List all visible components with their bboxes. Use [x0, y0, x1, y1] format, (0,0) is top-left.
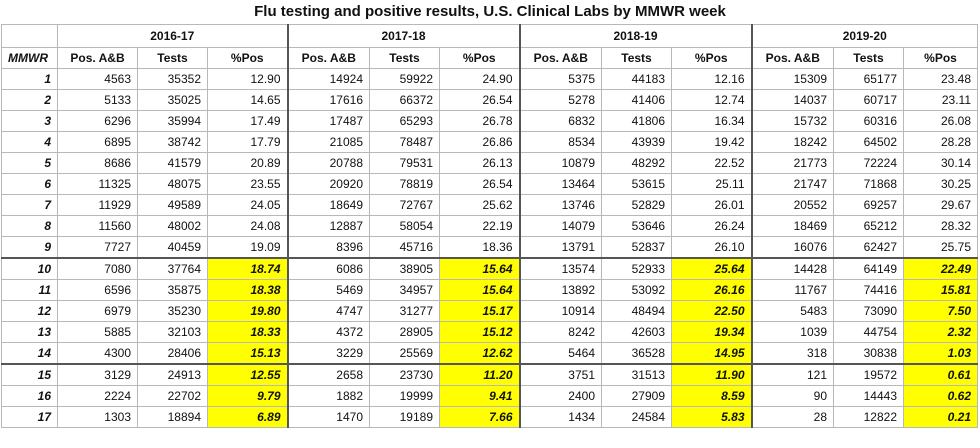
pos-ab-cell[interactable]: 14037: [752, 90, 834, 111]
pos-ab-cell[interactable]: 13574: [520, 258, 602, 280]
mmwr-week-cell[interactable]: 5: [2, 153, 58, 174]
pos-ab-cell[interactable]: 5375: [520, 69, 602, 90]
pct-pos-cell[interactable]: 20.89: [208, 153, 288, 174]
pos-ab-cell[interactable]: 7080: [58, 258, 138, 280]
pct-pos-cell[interactable]: 15.13: [208, 343, 288, 365]
pct-pos-cell[interactable]: 0.21: [904, 407, 978, 428]
pos-ab-cell[interactable]: 2658: [288, 364, 370, 386]
pct-pos-cell[interactable]: 14.95: [672, 343, 752, 365]
pos-ab-cell[interactable]: 5483: [752, 301, 834, 322]
pos-ab-cell[interactable]: 21747: [752, 174, 834, 195]
pct-pos-cell[interactable]: 9.79: [208, 386, 288, 407]
pos-ab-cell[interactable]: 4372: [288, 322, 370, 343]
pct-pos-cell[interactable]: 26.08: [904, 111, 978, 132]
pos-ab-cell[interactable]: 2224: [58, 386, 138, 407]
pos-ab-cell[interactable]: 20552: [752, 195, 834, 216]
pos-ab-cell[interactable]: 17487: [288, 111, 370, 132]
pct-pos-cell[interactable]: 24.90: [440, 69, 520, 90]
pct-pos-cell[interactable]: 14.65: [208, 90, 288, 111]
pct-pos-cell[interactable]: 25.64: [672, 258, 752, 280]
pos-ab-cell[interactable]: 11325: [58, 174, 138, 195]
tests-cell[interactable]: 19189: [370, 407, 440, 428]
tests-cell[interactable]: 36528: [602, 343, 672, 365]
pct-pos-cell[interactable]: 0.61: [904, 364, 978, 386]
column-header[interactable]: Pos. A&B: [58, 48, 138, 69]
mmwr-week-cell[interactable]: 16: [2, 386, 58, 407]
pos-ab-cell[interactable]: 8396: [288, 237, 370, 259]
table-row: [2, 386, 978, 407]
tests-cell[interactable]: 22702: [138, 386, 208, 407]
pos-ab-cell[interactable]: 20788: [288, 153, 370, 174]
pct-pos-cell[interactable]: 17.49: [208, 111, 288, 132]
column-header[interactable]: Tests: [370, 48, 440, 69]
pct-pos-cell[interactable]: 12.55: [208, 364, 288, 386]
column-header[interactable]: Tests: [602, 48, 672, 69]
tests-cell[interactable]: 65293: [370, 111, 440, 132]
season-header[interactable]: 2016-17: [58, 25, 288, 48]
pct-pos-cell[interactable]: 11.90: [672, 364, 752, 386]
tests-cell[interactable]: 32103: [138, 322, 208, 343]
pos-ab-cell[interactable]: 28: [752, 407, 834, 428]
pct-pos-cell[interactable]: 26.86: [440, 132, 520, 153]
pct-pos-cell[interactable]: 5.83: [672, 407, 752, 428]
tests-cell[interactable]: 31277: [370, 301, 440, 322]
pos-ab-cell[interactable]: 11767: [752, 280, 834, 301]
pct-pos-cell[interactable]: 12.74: [672, 90, 752, 111]
tests-cell[interactable]: 64502: [834, 132, 904, 153]
pos-ab-cell[interactable]: 14924: [288, 69, 370, 90]
tests-cell[interactable]: 24584: [602, 407, 672, 428]
pct-pos-cell[interactable]: 11.20: [440, 364, 520, 386]
pct-pos-cell[interactable]: 22.52: [672, 153, 752, 174]
table-row: [2, 174, 978, 195]
pct-pos-cell[interactable]: 18.38: [208, 280, 288, 301]
tests-cell[interactable]: 35352: [138, 69, 208, 90]
pct-pos-cell[interactable]: 19.34: [672, 322, 752, 343]
pct-pos-cell[interactable]: 1.03: [904, 343, 978, 365]
pos-ab-cell[interactable]: 13892: [520, 280, 602, 301]
pos-ab-cell[interactable]: 8242: [520, 322, 602, 343]
pos-ab-cell[interactable]: 1434: [520, 407, 602, 428]
season-header-row: [2, 25, 978, 48]
mmwr-week-cell[interactable]: 1: [2, 69, 58, 90]
flu-testing-table: [1, 24, 978, 428]
tests-cell[interactable]: 48075: [138, 174, 208, 195]
pct-pos-cell[interactable]: 18.33: [208, 322, 288, 343]
tests-cell[interactable]: 64149: [834, 258, 904, 280]
pct-pos-cell[interactable]: 18.36: [440, 237, 520, 259]
tests-cell[interactable]: 52933: [602, 258, 672, 280]
table-title: Flu testing and positive results, U.S. Clinical Labs by MMWR week: [254, 3, 726, 20]
mmwr-week-cell[interactable]: 3: [2, 111, 58, 132]
pct-pos-cell[interactable]: 9.41: [440, 386, 520, 407]
corner-cell: [2, 25, 58, 48]
pct-pos-cell[interactable]: 12.90: [208, 69, 288, 90]
pct-pos-cell[interactable]: 23.55: [208, 174, 288, 195]
pct-pos-cell[interactable]: 15.81: [904, 280, 978, 301]
pct-pos-cell[interactable]: 7.50: [904, 301, 978, 322]
pct-pos-cell[interactable]: 22.50: [672, 301, 752, 322]
tests-cell[interactable]: 24913: [138, 364, 208, 386]
pct-pos-cell[interactable]: 8.59: [672, 386, 752, 407]
column-header[interactable]: Pos. A&B: [520, 48, 602, 69]
tests-cell[interactable]: 65177: [834, 69, 904, 90]
table-row: [2, 195, 978, 216]
pos-ab-cell[interactable]: 2400: [520, 386, 602, 407]
pct-pos-cell[interactable]: 30.14: [904, 153, 978, 174]
mmwr-week-cell[interactable]: 11: [2, 280, 58, 301]
pos-ab-cell[interactable]: 14079: [520, 216, 602, 237]
column-header[interactable]: %Pos: [208, 48, 288, 69]
pct-pos-cell[interactable]: 25.11: [672, 174, 752, 195]
tests-cell[interactable]: 38905: [370, 258, 440, 280]
tests-cell[interactable]: 35875: [138, 280, 208, 301]
mmwr-week-cell[interactable]: 10: [2, 258, 58, 280]
pos-ab-cell[interactable]: 16076: [752, 237, 834, 259]
tests-cell[interactable]: 34957: [370, 280, 440, 301]
tests-cell[interactable]: 40459: [138, 237, 208, 259]
column-header[interactable]: Tests: [834, 48, 904, 69]
pos-ab-cell[interactable]: 18469: [752, 216, 834, 237]
pct-pos-cell[interactable]: 23.48: [904, 69, 978, 90]
pct-pos-cell[interactable]: 26.10: [672, 237, 752, 259]
mmwr-week-cell[interactable]: 12: [2, 301, 58, 322]
tests-cell[interactable]: 35994: [138, 111, 208, 132]
column-header-row: [2, 48, 978, 69]
table-row: [2, 153, 978, 174]
pos-ab-cell[interactable]: 3229: [288, 343, 370, 365]
pos-ab-cell[interactable]: 6979: [58, 301, 138, 322]
tests-cell[interactable]: 48494: [602, 301, 672, 322]
table-row: [2, 111, 978, 132]
mmwr-week-cell[interactable]: 2: [2, 90, 58, 111]
table-row: [2, 364, 978, 386]
tests-cell[interactable]: 44183: [602, 69, 672, 90]
pos-ab-cell[interactable]: 8534: [520, 132, 602, 153]
column-header[interactable]: %Pos: [904, 48, 978, 69]
table-row: [2, 280, 978, 301]
tests-cell[interactable]: 72767: [370, 195, 440, 216]
tests-cell[interactable]: 72224: [834, 153, 904, 174]
pos-ab-cell[interactable]: 90: [752, 386, 834, 407]
tests-cell[interactable]: 18894: [138, 407, 208, 428]
pct-pos-cell[interactable]: 22.49: [904, 258, 978, 280]
tests-cell[interactable]: 65212: [834, 216, 904, 237]
pct-pos-cell[interactable]: 28.32: [904, 216, 978, 237]
pos-ab-cell[interactable]: 13464: [520, 174, 602, 195]
tests-cell[interactable]: 41579: [138, 153, 208, 174]
pct-pos-cell[interactable]: 15.64: [440, 280, 520, 301]
pct-pos-cell[interactable]: 12.16: [672, 69, 752, 90]
tests-cell[interactable]: 30838: [834, 343, 904, 365]
tests-cell[interactable]: 69257: [834, 195, 904, 216]
pct-pos-cell[interactable]: 24.05: [208, 195, 288, 216]
table-row: [2, 69, 978, 90]
pos-ab-cell[interactable]: 4747: [288, 301, 370, 322]
pos-ab-cell[interactable]: 5133: [58, 90, 138, 111]
tests-cell[interactable]: 52829: [602, 195, 672, 216]
pos-ab-cell[interactable]: 3129: [58, 364, 138, 386]
pos-ab-cell[interactable]: 1882: [288, 386, 370, 407]
tests-cell[interactable]: 53092: [602, 280, 672, 301]
pct-pos-cell[interactable]: 26.54: [440, 174, 520, 195]
column-header[interactable]: %Pos: [672, 48, 752, 69]
pct-pos-cell[interactable]: 24.08: [208, 216, 288, 237]
pct-pos-cell[interactable]: 30.25: [904, 174, 978, 195]
pct-pos-cell[interactable]: 28.28: [904, 132, 978, 153]
tests-cell[interactable]: 28406: [138, 343, 208, 365]
pos-ab-cell[interactable]: 6596: [58, 280, 138, 301]
tests-cell[interactable]: 12822: [834, 407, 904, 428]
tests-cell[interactable]: 14443: [834, 386, 904, 407]
tests-cell[interactable]: 71868: [834, 174, 904, 195]
tests-cell[interactable]: 41406: [602, 90, 672, 111]
pct-pos-cell[interactable]: 22.19: [440, 216, 520, 237]
tests-cell[interactable]: 38742: [138, 132, 208, 153]
mmwr-week-cell[interactable]: 8: [2, 216, 58, 237]
season-header[interactable]: 2018-19: [520, 25, 752, 48]
table-row: [2, 343, 978, 365]
pct-pos-cell[interactable]: 26.78: [440, 111, 520, 132]
pct-pos-cell[interactable]: 16.34: [672, 111, 752, 132]
pos-ab-cell[interactable]: 6296: [58, 111, 138, 132]
pct-pos-cell[interactable]: 26.24: [672, 216, 752, 237]
tests-cell[interactable]: 48292: [602, 153, 672, 174]
pos-ab-cell[interactable]: 318: [752, 343, 834, 365]
table-row: [2, 322, 978, 343]
pos-ab-cell[interactable]: 15732: [752, 111, 834, 132]
season-header[interactable]: 2019-20: [752, 25, 978, 48]
pos-ab-cell[interactable]: 6895: [58, 132, 138, 153]
tests-cell[interactable]: 48002: [138, 216, 208, 237]
tests-cell[interactable]: 19999: [370, 386, 440, 407]
tests-cell[interactable]: 27909: [602, 386, 672, 407]
pct-pos-cell[interactable]: 17.79: [208, 132, 288, 153]
pos-ab-cell[interactable]: 11560: [58, 216, 138, 237]
tests-cell[interactable]: 25569: [370, 343, 440, 365]
tests-cell[interactable]: 53615: [602, 174, 672, 195]
tests-cell[interactable]: 35230: [138, 301, 208, 322]
pos-ab-cell[interactable]: 10879: [520, 153, 602, 174]
tests-cell[interactable]: 59922: [370, 69, 440, 90]
pos-ab-cell[interactable]: 18649: [288, 195, 370, 216]
tests-cell[interactable]: 37764: [138, 258, 208, 280]
pos-ab-cell[interactable]: 15309: [752, 69, 834, 90]
pct-pos-cell[interactable]: 26.54: [440, 90, 520, 111]
pct-pos-cell[interactable]: 2.32: [904, 322, 978, 343]
tests-cell[interactable]: 78487: [370, 132, 440, 153]
pos-ab-cell[interactable]: 1303: [58, 407, 138, 428]
pos-ab-cell[interactable]: 20920: [288, 174, 370, 195]
tests-cell[interactable]: 23730: [370, 364, 440, 386]
pct-pos-cell[interactable]: 29.67: [904, 195, 978, 216]
mmwr-week-cell[interactable]: 14: [2, 343, 58, 365]
pos-ab-cell[interactable]: 5469: [288, 280, 370, 301]
table-row: [2, 132, 978, 153]
table-row: [2, 216, 978, 237]
table-row: [2, 237, 978, 259]
pct-pos-cell[interactable]: 6.89: [208, 407, 288, 428]
tests-cell[interactable]: 28905: [370, 322, 440, 343]
mmwr-column-header[interactable]: MMWR: [2, 48, 58, 69]
table-row: [2, 258, 978, 280]
pct-pos-cell[interactable]: 0.62: [904, 386, 978, 407]
pct-pos-cell[interactable]: 15.17: [440, 301, 520, 322]
pct-pos-cell[interactable]: 15.12: [440, 322, 520, 343]
pos-ab-cell[interactable]: 1470: [288, 407, 370, 428]
tests-cell[interactable]: 60717: [834, 90, 904, 111]
pct-pos-cell[interactable]: 26.01: [672, 195, 752, 216]
pct-pos-cell[interactable]: 19.80: [208, 301, 288, 322]
column-header[interactable]: Pos. A&B: [288, 48, 370, 69]
tests-cell[interactable]: 45716: [370, 237, 440, 259]
season-header[interactable]: 2017-18: [288, 25, 520, 48]
pos-ab-cell[interactable]: 13746: [520, 195, 602, 216]
pos-ab-cell[interactable]: 14428: [752, 258, 834, 280]
pct-pos-cell[interactable]: 26.13: [440, 153, 520, 174]
tests-cell[interactable]: 41806: [602, 111, 672, 132]
mmwr-week-cell[interactable]: 13: [2, 322, 58, 343]
pos-ab-cell[interactable]: 13791: [520, 237, 602, 259]
column-header[interactable]: %Pos: [440, 48, 520, 69]
column-header[interactable]: Tests: [138, 48, 208, 69]
pos-ab-cell[interactable]: 4563: [58, 69, 138, 90]
pos-ab-cell[interactable]: 10914: [520, 301, 602, 322]
pos-ab-cell[interactable]: 11929: [58, 195, 138, 216]
pos-ab-cell[interactable]: 5278: [520, 90, 602, 111]
tests-cell[interactable]: 42603: [602, 322, 672, 343]
pos-ab-cell[interactable]: 6086: [288, 258, 370, 280]
pct-pos-cell[interactable]: 25.75: [904, 237, 978, 259]
pos-ab-cell[interactable]: 8686: [58, 153, 138, 174]
tests-cell[interactable]: 31513: [602, 364, 672, 386]
tests-cell[interactable]: 58054: [370, 216, 440, 237]
pct-pos-cell[interactable]: 12.62: [440, 343, 520, 365]
pos-ab-cell[interactable]: 18242: [752, 132, 834, 153]
tests-cell[interactable]: 60316: [834, 111, 904, 132]
tests-cell[interactable]: 35025: [138, 90, 208, 111]
tests-cell[interactable]: 66372: [370, 90, 440, 111]
table-row: [2, 301, 978, 322]
pct-pos-cell[interactable]: 25.62: [440, 195, 520, 216]
pos-ab-cell[interactable]: 121: [752, 364, 834, 386]
pos-ab-cell[interactable]: 6832: [520, 111, 602, 132]
pos-ab-cell[interactable]: 7727: [58, 237, 138, 259]
tests-cell[interactable]: 53646: [602, 216, 672, 237]
table-row: [2, 90, 978, 111]
tests-cell[interactable]: 52837: [602, 237, 672, 259]
tests-cell[interactable]: 79531: [370, 153, 440, 174]
pos-ab-cell[interactable]: 12887: [288, 216, 370, 237]
pos-ab-cell[interactable]: 3751: [520, 364, 602, 386]
pct-pos-cell[interactable]: 15.64: [440, 258, 520, 280]
pct-pos-cell[interactable]: 19.42: [672, 132, 752, 153]
pos-ab-cell[interactable]: 1039: [752, 322, 834, 343]
tests-cell[interactable]: 49589: [138, 195, 208, 216]
tests-cell[interactable]: 62427: [834, 237, 904, 259]
mmwr-week-cell[interactable]: 15: [2, 364, 58, 386]
tests-cell[interactable]: 44754: [834, 322, 904, 343]
tests-cell[interactable]: 78819: [370, 174, 440, 195]
tests-cell[interactable]: 74416: [834, 280, 904, 301]
pct-pos-cell[interactable]: 23.11: [904, 90, 978, 111]
pct-pos-cell[interactable]: 18.74: [208, 258, 288, 280]
pct-pos-cell[interactable]: 19.09: [208, 237, 288, 259]
pos-ab-cell[interactable]: 5885: [58, 322, 138, 343]
tests-cell[interactable]: 73090: [834, 301, 904, 322]
mmwr-week-cell[interactable]: 9: [2, 237, 58, 259]
pct-pos-cell[interactable]: 7.66: [440, 407, 520, 428]
pos-ab-cell[interactable]: 17616: [288, 90, 370, 111]
mmwr-week-cell[interactable]: 17: [2, 407, 58, 428]
tests-cell[interactable]: 43939: [602, 132, 672, 153]
pos-ab-cell[interactable]: 21773: [752, 153, 834, 174]
mmwr-week-cell[interactable]: 6: [2, 174, 58, 195]
pos-ab-cell[interactable]: 5464: [520, 343, 602, 365]
pct-pos-cell[interactable]: 26.16: [672, 280, 752, 301]
pos-ab-cell[interactable]: 21085: [288, 132, 370, 153]
tests-cell[interactable]: 19572: [834, 364, 904, 386]
column-header[interactable]: Pos. A&B: [752, 48, 834, 69]
table-row: [2, 407, 978, 428]
pos-ab-cell[interactable]: 4300: [58, 343, 138, 365]
mmwr-week-cell[interactable]: 7: [2, 195, 58, 216]
mmwr-week-cell[interactable]: 4: [2, 132, 58, 153]
